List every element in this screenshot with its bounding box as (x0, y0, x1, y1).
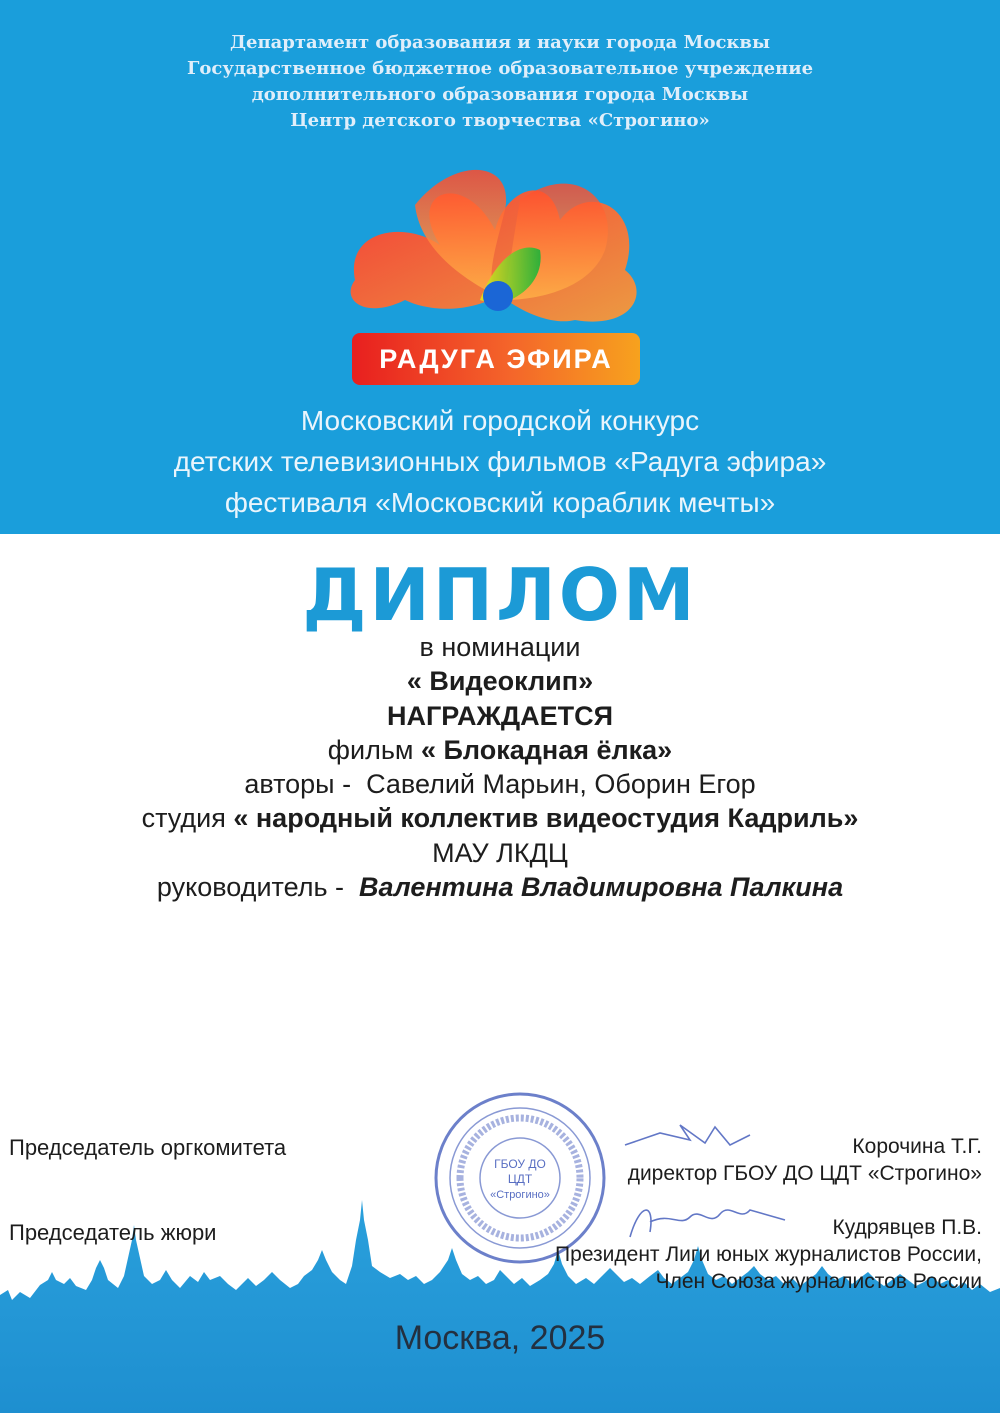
diploma-title: ДИПЛОМ (302, 553, 698, 637)
contest-line: детских телевизионных фильмов «Радуга эфира» (173, 446, 827, 477)
stamp-text: ЦДТ (507, 1172, 533, 1186)
studio-prefix: студия (141, 803, 226, 834)
org-line: Департамент образования и науки города Москвы (230, 32, 770, 53)
org-line: дополнительного образования города Москвы (251, 84, 749, 105)
org-line: Центр детского творчества «Строгино» (290, 110, 710, 131)
header-banner (0, 0, 1000, 534)
awarded-label: НАГРАЖДАЕТСЯ (387, 700, 613, 731)
stamp-text: «Строгино» (490, 1189, 550, 1201)
authors-prefix: авторы - (244, 769, 352, 800)
chair-jury-position: Президент Лиги юных журналистов России, (555, 1243, 982, 1266)
supervisor-line (0, 870, 1000, 904)
chair-jury-position: Член Союза журналистов России (655, 1270, 982, 1293)
authors-names: Савелий Марьин, Оборин Егор (366, 769, 756, 800)
city-year: Москва, 2025 (394, 1319, 606, 1357)
org-line: Государственное бюджетное образовательное учреждение (186, 58, 814, 79)
supervisor-prefix: руководитель - (156, 872, 345, 903)
supervisor-name: Валентина Владимировна Палкина (359, 872, 844, 903)
chair-org-name: Корочина Т.Г. (852, 1135, 982, 1158)
studio-line (0, 801, 1000, 835)
organization-name: МАУ ЛКДЦ (432, 837, 568, 868)
nomination-prefix: в номинации (419, 632, 581, 662)
stamp-text: ГБОУ ДО (494, 1157, 546, 1171)
film-prefix: фильм (327, 734, 414, 765)
chair-jury-label: Председатель жюри (9, 1220, 217, 1245)
chair-jury-name: Кудрявцев П.В. (832, 1216, 982, 1239)
contest-line: Московский городской конкурс (300, 405, 700, 436)
chair-org-position: директор ГБОУ ДО ЦДТ «Строгино» (627, 1162, 982, 1185)
authors-line (0, 767, 1000, 801)
contest-title (0, 400, 1000, 523)
chair-org-label: Председатель оргкомитета (9, 1135, 287, 1160)
nomination-name: « Видеоклип» (406, 666, 594, 697)
chair-org-block (628, 1133, 982, 1187)
studio-name: « народный коллектив видеостудия Кадриль» (233, 803, 859, 834)
film-title: « Блокадная ёлка» (421, 734, 673, 765)
organization-block (0, 30, 1000, 134)
chair-jury-block (555, 1214, 982, 1295)
contest-line: фестиваля «Московский кораблик мечты» (224, 487, 776, 518)
diploma-body (0, 630, 1000, 904)
film-line (0, 733, 1000, 767)
logo-badge: РАДУГА ЭФИРА (352, 333, 640, 385)
